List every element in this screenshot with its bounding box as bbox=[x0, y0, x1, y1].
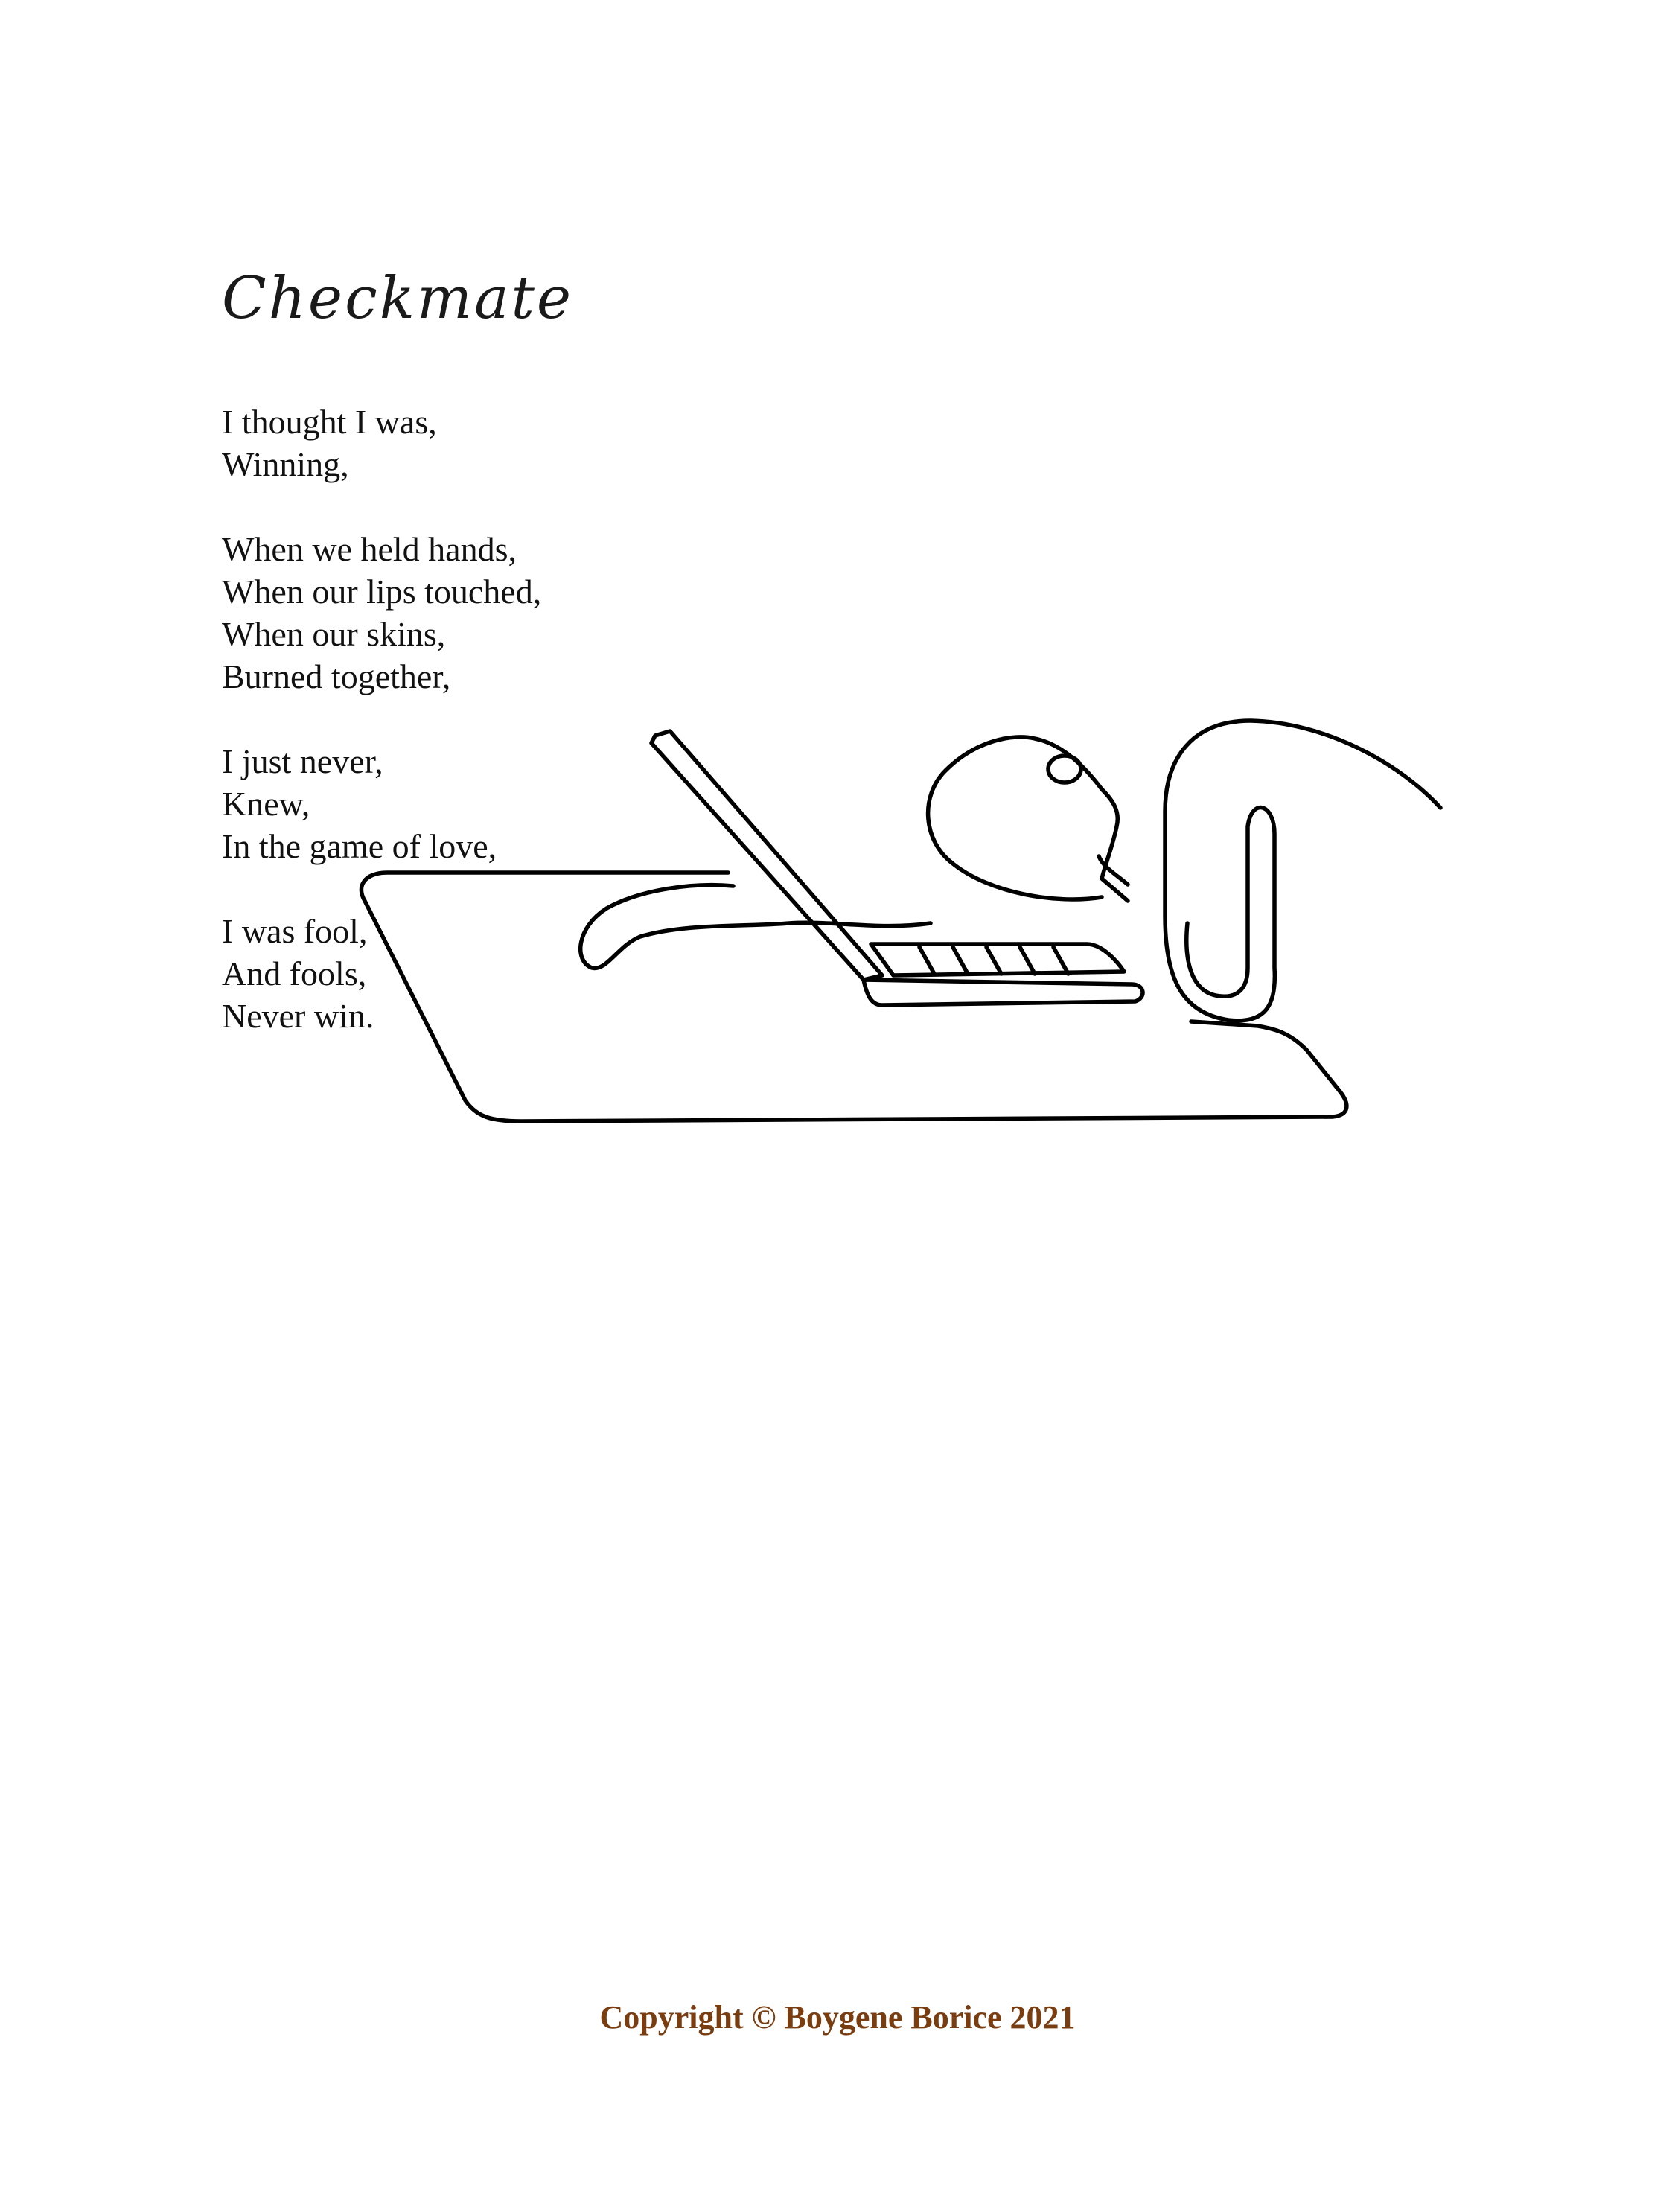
key-2 bbox=[953, 947, 968, 974]
key-1 bbox=[919, 947, 934, 974]
poem-line: Winning, bbox=[222, 445, 349, 483]
stanza-1 bbox=[222, 401, 892, 485]
poem-line: Never win. bbox=[222, 997, 374, 1035]
key-4 bbox=[1020, 947, 1035, 974]
poem-line: I was fool, bbox=[222, 912, 368, 950]
key-3 bbox=[986, 947, 1001, 974]
face-detail bbox=[1099, 856, 1128, 885]
poem-line: When our skins, bbox=[222, 615, 446, 653]
poem-line: And fools, bbox=[222, 954, 367, 992]
laptop-keyboard bbox=[871, 944, 1124, 975]
poem-body bbox=[222, 401, 892, 1080]
poem-line: Knew, bbox=[222, 785, 310, 823]
stanza-2 bbox=[222, 528, 892, 698]
poem-line: When our lips touched, bbox=[222, 573, 542, 611]
poem-line: In the game of love, bbox=[222, 827, 497, 865]
laptop-base bbox=[864, 980, 1143, 1005]
key-5 bbox=[1053, 947, 1068, 974]
poem-line: When we held hands, bbox=[222, 530, 517, 568]
poem-line: I just never, bbox=[222, 742, 383, 780]
stanza-4 bbox=[222, 910, 892, 1037]
body-outline bbox=[1165, 721, 1440, 1021]
copyright-notice: Copyright © Boygene Borice 2021 bbox=[599, 1999, 1076, 2036]
poem-line: Burned together, bbox=[222, 657, 451, 695]
poem-title: Checkmate bbox=[222, 265, 573, 332]
head-outline bbox=[928, 737, 1128, 901]
ear-icon bbox=[1048, 756, 1081, 783]
stanza-3 bbox=[222, 740, 892, 867]
poem-line: I thought I was, bbox=[222, 403, 437, 441]
